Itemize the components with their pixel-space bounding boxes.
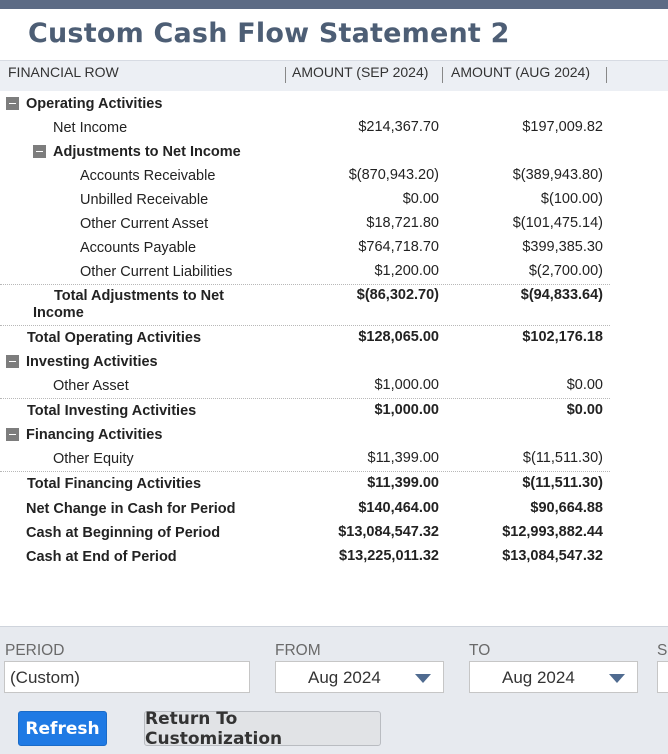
amount-sep[interactable]: $214,367.70	[358, 119, 439, 135]
table-row	[0, 236, 668, 260]
to-select[interactable]	[469, 661, 638, 693]
table-row	[0, 212, 668, 236]
top-bar	[0, 0, 668, 9]
total-row-operating	[0, 326, 668, 350]
return-to-customization-button[interactable]: Return To Customization	[144, 711, 381, 746]
row-label: Net Change in Cash for Period	[26, 501, 236, 517]
summary-row-cash-end	[0, 545, 668, 569]
row-label: Total Financing Activities	[27, 476, 202, 492]
col-separator	[285, 67, 286, 83]
amount-aug[interactable]: $12,993,882.44	[502, 524, 603, 540]
amount-sep[interactable]: $(86,302.70)	[356, 287, 439, 303]
amount-aug[interactable]: $90,664.88	[530, 500, 603, 516]
amount-aug[interactable]: $399,385.30	[522, 239, 603, 255]
period-select[interactable]	[4, 661, 250, 693]
amount-sep[interactable]: $1,200.00	[374, 263, 439, 279]
row-label: Total Adjustments to Net	[54, 288, 224, 304]
summary-row-cash-beginning	[0, 521, 668, 545]
col-separator	[442, 67, 443, 83]
next-filter-label: S	[657, 642, 668, 659]
amount-sep[interactable]: $(870,943.20)	[348, 167, 439, 183]
collapse-minus-icon[interactable]	[6, 428, 19, 441]
row-label: Adjustments to Net Income	[53, 144, 241, 160]
row-label: Cash at Beginning of Period	[26, 525, 221, 541]
amount-sep[interactable]: $13,225,011.32	[339, 548, 439, 564]
next-filter-field[interactable]	[657, 661, 668, 693]
amount-aug[interactable]: $(389,943.80)	[512, 167, 603, 183]
amount-sep[interactable]: $11,399.00	[367, 475, 439, 491]
amount-aug[interactable]: $(101,475.14)	[512, 215, 603, 231]
to-label: TO	[469, 642, 491, 659]
collapse-minus-icon[interactable]	[33, 145, 46, 158]
section-row-financing	[0, 423, 668, 447]
caret-down-icon[interactable]	[609, 674, 625, 683]
row-label: Other Current Liabilities	[80, 264, 233, 280]
caret-down-icon[interactable]	[415, 674, 431, 683]
amount-sep[interactable]: $128,065.00	[358, 329, 439, 345]
row-label: Other Current Asset	[80, 216, 209, 232]
row-label: Operating Activities	[26, 96, 163, 112]
row-label: Cash at End of Period	[26, 549, 177, 565]
amount-sep[interactable]: $764,718.70	[358, 239, 439, 255]
amount-aug[interactable]: $(2,700.00)	[528, 263, 603, 279]
amount-sep[interactable]: $13,084,547.32	[338, 524, 439, 540]
amount-sep[interactable]: $0.00	[402, 191, 439, 207]
amount-aug[interactable]: $0.00	[566, 402, 603, 418]
summary-row-net-change	[0, 497, 668, 521]
section-row-investing	[0, 350, 668, 374]
refresh-button[interactable]: Refresh	[18, 711, 107, 746]
filter-bar	[0, 626, 668, 754]
amount-aug[interactable]: $(11,511.30)	[522, 450, 603, 466]
amount-aug[interactable]: $0.00	[566, 377, 603, 393]
collapse-minus-icon[interactable]	[6, 97, 19, 110]
section-row-operating	[0, 92, 668, 116]
table-row	[0, 164, 668, 188]
amount-sep[interactable]: $18,721.80	[366, 215, 439, 231]
row-label: Investing Activities	[26, 354, 158, 370]
from-label: FROM	[275, 642, 321, 659]
table-row	[0, 260, 668, 284]
amount-aug[interactable]: $197,009.82	[522, 119, 603, 135]
total-row-financing	[0, 472, 668, 496]
table-row	[0, 374, 668, 398]
amount-aug[interactable]: $102,176.18	[522, 329, 603, 345]
collapse-minus-icon[interactable]	[6, 355, 19, 368]
amount-sep[interactable]: $140,464.00	[358, 500, 439, 516]
row-label: Total Investing Activities	[27, 403, 197, 419]
amount-sep[interactable]: $11,399.00	[367, 450, 439, 466]
page-title: Custom Cash Flow Statement 2	[28, 18, 510, 49]
row-label: Accounts Payable	[80, 240, 197, 256]
table-row	[0, 188, 668, 212]
row-label: Net Income	[53, 120, 128, 136]
amount-aug[interactable]: $(100.00)	[540, 191, 603, 207]
table-row	[0, 116, 668, 140]
col-header-amount-sep[interactable]: AMOUNT (SEP 2024)	[292, 64, 429, 80]
period-value: (Custom)	[10, 668, 80, 687]
column-header-row	[0, 60, 668, 91]
row-label: Other Asset	[53, 378, 129, 394]
table-row	[0, 447, 668, 471]
amount-sep[interactable]: $1,000.00	[374, 377, 439, 393]
amount-aug[interactable]: $(94,833.64)	[520, 287, 603, 303]
amount-aug[interactable]: $13,084,547.32	[502, 548, 603, 564]
col-header-financial-row[interactable]: FINANCIAL ROW	[8, 64, 119, 80]
amount-aug[interactable]: $(11,511.30)	[522, 475, 603, 491]
period-label: PERIOD	[5, 642, 65, 659]
row-label: Accounts Receivable	[80, 168, 216, 184]
to-value: Aug 2024	[502, 668, 575, 687]
from-value: Aug 2024	[308, 668, 381, 687]
amount-sep[interactable]: $1,000.00	[374, 402, 439, 418]
row-label: Unbilled Receivable	[80, 192, 209, 208]
total-row-investing	[0, 399, 668, 423]
col-header-amount-aug[interactable]: AMOUNT (AUG 2024)	[451, 64, 590, 80]
from-select[interactable]	[275, 661, 444, 693]
row-label: Other Equity	[53, 451, 134, 467]
row-label: Financing Activities	[26, 427, 163, 443]
row-label: Total Operating Activities	[27, 330, 202, 346]
section-row-adjustments	[0, 140, 668, 164]
row-label-continued: Income	[33, 305, 84, 321]
col-separator	[606, 67, 607, 83]
total-row-adjustments	[0, 285, 668, 325]
